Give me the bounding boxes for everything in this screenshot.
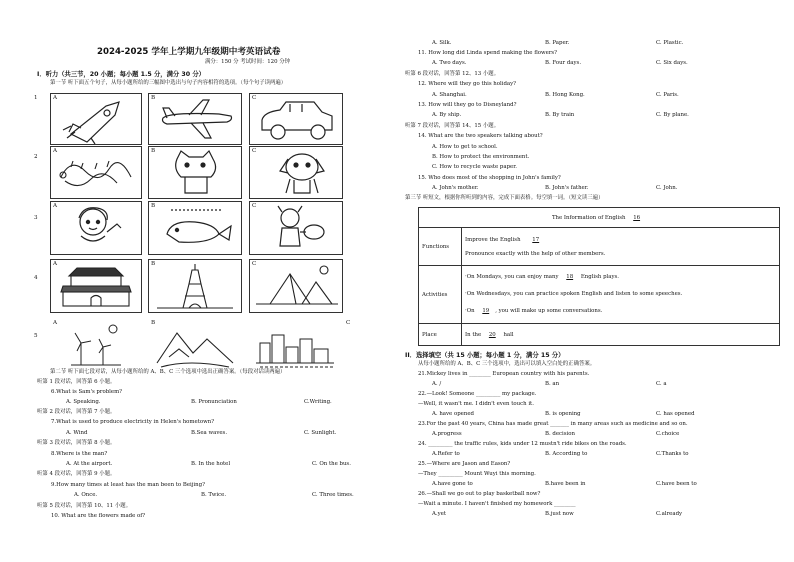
- whale-icon: [149, 202, 241, 254]
- blank-16[interactable]: 16: [633, 214, 641, 221]
- activities-label: Activities: [419, 266, 462, 324]
- option-c[interactable]: C.have been to: [656, 481, 697, 487]
- pic-car: [249, 93, 343, 145]
- section3-instruction: 第三节 听短文，根据你所听到的内容，完成下面表格。每空填一词。（短文读三遍）: [405, 195, 604, 201]
- option-b[interactable]: B. How to protect the environment.: [432, 154, 530, 160]
- section2-instruction: 第二节 听下面七段对话，从每小题所给的 A、B、C 三个选项中选出正确答案。（每段对话读两遍）: [50, 369, 286, 375]
- wind-turbines-icon: [51, 319, 141, 371]
- option-b[interactable]: B. Pronunciation: [191, 399, 237, 405]
- listening-note: 听第 5 段对话，回答第 10、11 小题。: [37, 503, 132, 509]
- pic-dragon: [50, 146, 142, 199]
- dog-icon: [250, 147, 342, 198]
- question-text: —Wait a minute. I haven't finished my homework ________: [418, 501, 576, 507]
- blank-20[interactable]: 20: [488, 331, 496, 338]
- question-text: 13. How will they go to Disneyland?: [418, 102, 517, 108]
- option-letter: B: [151, 203, 156, 209]
- blank-17[interactable]: 17: [532, 236, 540, 243]
- listening-note: 听第 1 段对话，回答第 6 小题。: [37, 379, 116, 385]
- option-letter: A: [53, 203, 58, 209]
- functions-label: Functions: [419, 228, 462, 266]
- option-c[interactable]: C. Paris.: [656, 92, 679, 98]
- car-icon: [250, 94, 342, 144]
- option-c[interactable]: C. has opened: [656, 411, 695, 417]
- tiananmen-icon: [51, 260, 141, 312]
- activities-cell: [462, 266, 780, 324]
- option-b[interactable]: B. Hong Kong.: [545, 92, 585, 98]
- question-text: 9.How many times at least has the man been to Beijing?: [51, 482, 205, 488]
- activity-line: ·On: [465, 308, 475, 314]
- pic-dog: [249, 146, 343, 199]
- option-c[interactable]: C. a: [656, 381, 667, 387]
- option-a[interactable]: A. By ship.: [432, 112, 462, 118]
- pic-painter: [249, 201, 343, 255]
- blank-18[interactable]: 18: [566, 274, 574, 280]
- pic-q-number: 1: [34, 95, 38, 101]
- pic-q-number: 2: [34, 154, 38, 160]
- option-b[interactable]: B.Sea waves.: [191, 430, 228, 436]
- option-c[interactable]: C.choice: [656, 431, 680, 437]
- listening-note: 听第 7 段对话，回答第 14、15 小题。: [405, 123, 500, 129]
- option-b[interactable]: B. In the hotel: [191, 461, 231, 467]
- option-c[interactable]: C. Sunlight.: [304, 430, 337, 436]
- option-c[interactable]: C.Writing.: [304, 399, 332, 405]
- listening-note: 听第 2 段对话，回答第 7 小题。: [37, 409, 116, 415]
- option-b[interactable]: B. According to: [545, 451, 588, 457]
- listening-note: 听第 6 段对话，回答第 12、13 小题。: [405, 71, 500, 77]
- pic-tiananmen: [50, 259, 142, 313]
- part1-heading: I．听力（共三节，20 小题；每小题 1.5 分，满分 30 分）: [37, 71, 205, 78]
- blank-19[interactable]: 19: [482, 308, 490, 314]
- option-a[interactable]: A. Speaking.: [66, 399, 101, 405]
- pic-pyramids: [249, 259, 343, 313]
- pic-rocket: [50, 93, 142, 145]
- option-c[interactable]: C. Six days.: [656, 60, 688, 66]
- question-text: 7.What is used to produce electricity in Helen's hometown?: [51, 419, 215, 425]
- option-c[interactable]: C. On the bus.: [312, 461, 351, 467]
- option-letter: B: [151, 148, 156, 154]
- option-letter: A: [53, 320, 58, 326]
- question-text: 10. What are the flowers made of?: [51, 513, 146, 519]
- pyramids-icon: [250, 260, 342, 312]
- place-line: hall: [503, 331, 514, 338]
- question-text: 15. Who does most of the shopping in John's family?: [418, 175, 561, 181]
- functions-line: Improve the English: [465, 236, 521, 243]
- pic-girl: [50, 201, 142, 255]
- option-b[interactable]: B. By train: [545, 112, 575, 118]
- option-a[interactable]: A. John's mother.: [432, 185, 479, 191]
- exam-meta: 满分：150 分 考试时间：120 分钟: [205, 59, 291, 65]
- airplane-icon: [149, 94, 241, 144]
- part2-instruction: 从每小题所给的 A、B、C 三个选项中，选出可以填入空白处的正确答案。: [418, 361, 596, 367]
- page-title: 2024-2025 学年上学期九年级期中考英语试卷: [97, 47, 281, 57]
- part2-heading: II．选择填空（共 15 小题；每小题 1 分，满分 15 分）: [405, 352, 565, 359]
- girl-icon: [51, 202, 141, 254]
- option-a[interactable]: A. Two days.: [432, 60, 467, 66]
- city-icon: [250, 319, 342, 371]
- dragon-icon: [51, 147, 141, 198]
- option-a[interactable]: A. Once.: [74, 492, 98, 498]
- pic-city: [249, 318, 351, 372]
- option-a[interactable]: A. At the airport.: [66, 461, 113, 467]
- question-text: 24. _________ the traffic rules, kids under 12 mustn't ride bikes on the roads.: [418, 441, 627, 447]
- option-c[interactable]: C.already: [656, 511, 683, 517]
- question-text: 6.What is Sam's problem?: [51, 389, 123, 395]
- option-b[interactable]: B. is opening: [545, 411, 581, 417]
- option-letter: B: [151, 320, 156, 326]
- option-c[interactable]: C. John.: [656, 185, 678, 191]
- question-text: 22.—Look! Someone _________ my package.: [418, 391, 537, 397]
- option-c[interactable]: C. Plastic.: [656, 40, 684, 46]
- option-a[interactable]: A. Wind: [66, 430, 88, 436]
- pic-q-number: 5: [34, 333, 38, 339]
- option-letter: C: [252, 203, 257, 209]
- place-cell: [462, 324, 780, 346]
- option-letter: A: [53, 148, 58, 154]
- option-b[interactable]: B. John's father.: [545, 185, 589, 191]
- listening-note: 听第 4 段对话，回答第 9 小题。: [37, 471, 116, 477]
- question-text: 8.Where is the man?: [51, 451, 108, 457]
- pic-mountains: [148, 318, 242, 372]
- option-a[interactable]: A. How to get to school.: [432, 144, 498, 150]
- option-b[interactable]: B. decision: [545, 431, 575, 437]
- painter-icon: [250, 202, 342, 254]
- question-text: 23.For the past 40 years, China has made great _______ in many areas such as medicine and so on.: [418, 421, 688, 427]
- cat-icon: [149, 147, 241, 198]
- functions-line: Pronounce exactly with the help of other members.: [465, 250, 606, 257]
- question-text: 11. How long did Linda spend making the flowers?: [418, 50, 558, 56]
- pic-q-number: 3: [34, 215, 38, 221]
- activity-line: ·On Mondays, you can enjoy many: [465, 274, 559, 280]
- option-c[interactable]: C.Thanks to: [656, 451, 689, 457]
- option-b[interactable]: B. Paper.: [545, 40, 570, 46]
- option-a[interactable]: A.progress: [432, 431, 462, 437]
- option-a[interactable]: A. /: [432, 381, 442, 387]
- listening-note: 听第 3 段对话，回答第 8 小题。: [37, 440, 116, 446]
- pic-q-number: 4: [34, 275, 38, 281]
- option-letter: B: [151, 261, 156, 267]
- option-b[interactable]: B. Twice.: [201, 492, 227, 498]
- section1-instruction: 第一节 听下面五个句子，从每小题所给的三幅图中选出与句子内容相符的选项。（每个句子读两遍）: [50, 80, 287, 86]
- place-label: Place: [419, 324, 462, 346]
- table-title-text: The Information of English: [551, 214, 626, 221]
- option-a[interactable]: A. Shanghai.: [432, 92, 467, 98]
- option-letter: C: [252, 95, 257, 101]
- pic-cat: [148, 146, 242, 199]
- option-a[interactable]: A.Refer to: [432, 451, 460, 457]
- option-a[interactable]: A. have opened: [432, 411, 474, 417]
- question-text: 26.—Shall we go out to play basketball now?: [418, 491, 541, 497]
- place-line: In the: [465, 331, 482, 338]
- question-text: 14. What are the two speakers talking about?: [418, 133, 543, 139]
- option-letter: A: [53, 261, 58, 267]
- table-title: [419, 208, 780, 228]
- option-c[interactable]: C. By plane.: [656, 112, 689, 118]
- option-c[interactable]: C. How to recycle waste paper.: [432, 164, 517, 170]
- activity-line: ·On Wednesdays, you can practice spoken English and listen to some speeches.: [465, 291, 683, 297]
- info-table: [418, 207, 780, 346]
- pic-airplane: [148, 93, 242, 145]
- option-b[interactable]: B.have been in: [545, 481, 586, 487]
- pic-wind-turbines: [50, 318, 142, 372]
- pic-whale: [148, 201, 242, 255]
- option-b[interactable]: B.just now: [545, 511, 574, 517]
- option-c[interactable]: C. Three times.: [312, 492, 354, 498]
- option-a[interactable]: A.yet: [432, 511, 447, 517]
- mountains-icon: [149, 319, 241, 371]
- option-a[interactable]: A.have gone to: [432, 481, 473, 487]
- option-letter: C: [252, 148, 257, 154]
- activity-line: , you will make up some conversations.: [495, 308, 603, 314]
- activity-line: English plays.: [580, 274, 620, 280]
- rocket-icon: [51, 94, 141, 144]
- eiffel-tower-icon: [149, 260, 241, 312]
- question-text: 25.—Where are Jason and Eason?: [418, 461, 511, 467]
- question-text: —They _________ Mount Wuyi this morning.: [418, 471, 536, 477]
- option-letter: C: [346, 320, 351, 326]
- option-b[interactable]: B. an: [545, 381, 560, 387]
- option-letter: A: [53, 95, 58, 101]
- pic-eiffel-tower: [148, 259, 242, 313]
- functions-cell: [462, 228, 780, 266]
- question-text: 12. Where will they go this holiday?: [418, 81, 517, 87]
- option-letter: C: [252, 261, 257, 267]
- option-b[interactable]: B. Four days.: [545, 60, 582, 66]
- question-text: —Well, it wasn't me. I didn't even touch it.: [418, 401, 534, 407]
- option-letter: B: [151, 95, 156, 101]
- question-text: 21.Mickey lives in ________ European country with his parents.: [418, 371, 590, 377]
- option-a[interactable]: A. Silk.: [432, 40, 452, 46]
